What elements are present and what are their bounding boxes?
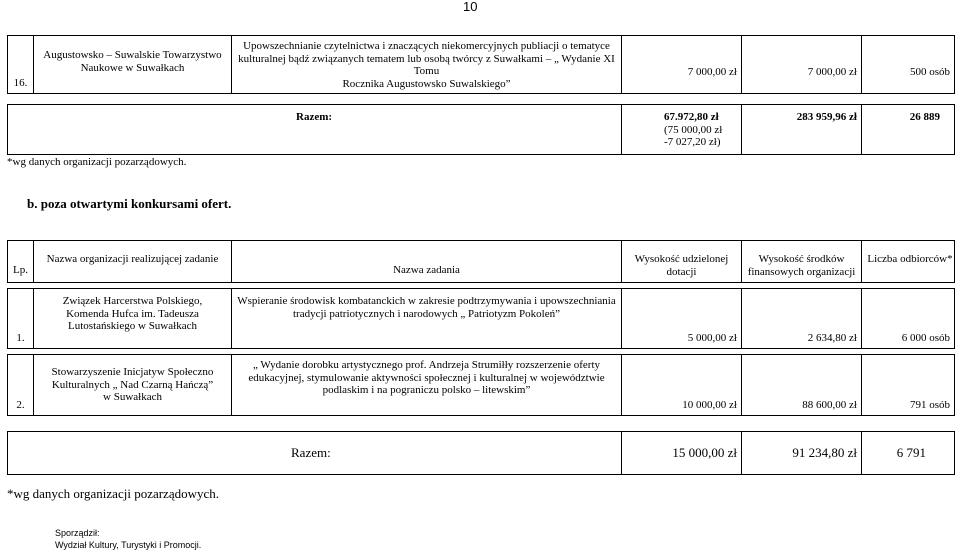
total-recipients: 26 889 xyxy=(862,105,955,155)
header-recipients: Liczba odbiorców* xyxy=(862,241,955,283)
table-row xyxy=(8,289,955,349)
total-grant-cell xyxy=(622,105,742,155)
footnote: *wg danych organizacji pozarządowych. xyxy=(7,156,187,168)
header-grant-line: dotacji xyxy=(666,265,697,278)
table-row xyxy=(8,36,955,94)
prepared-by xyxy=(55,527,201,551)
org-name-cell xyxy=(34,36,232,94)
org-line: w Suwałkach xyxy=(103,391,162,404)
header-grant xyxy=(622,241,742,283)
org-name-cell xyxy=(34,355,232,416)
task-line: Rocznika Augustowsko Suwalskiego” xyxy=(342,77,511,90)
total-grant: 15 000,00 zł xyxy=(622,432,742,475)
grants-table xyxy=(7,240,955,475)
table-row xyxy=(8,355,955,416)
prepared-by-label: Sporządził: xyxy=(55,528,100,538)
total-label-cell xyxy=(8,432,622,475)
row-lp: 16. xyxy=(8,36,34,94)
task-line: Upowszechnianie czytelnictwa i znaczących niekomercyjnych publiacji o tematyce xyxy=(243,40,610,52)
org-name-cell xyxy=(34,289,232,349)
recipients-count: 791 osób xyxy=(862,355,955,416)
total-label: Razem: xyxy=(296,111,333,123)
own-funds-amount: 2 634,80 zł xyxy=(742,289,862,349)
footnote: *wg danych organizacji pozarządowych. xyxy=(7,486,220,501)
task-line: „ Wydanie dorobku artystycznego prof. Andrzeja Strumiłły rozszerzenie oferty xyxy=(252,359,601,371)
prepared-by-dept: Wydział Kultury, Turystyki i Promocji. xyxy=(55,540,202,551)
total-row xyxy=(8,432,955,475)
total-own-funds: 283 959,96 zł xyxy=(742,105,862,155)
recipients-count: 6 000 osób xyxy=(862,289,955,349)
total-recipients: 6 791 xyxy=(862,432,955,475)
grant-amount: 5 000,00 zł xyxy=(622,289,742,349)
table1-total xyxy=(7,104,955,155)
org-line: Lutostańskiego w Suwałkach xyxy=(68,320,197,333)
own-funds-amount: 7 000,00 zł xyxy=(742,36,862,94)
row-lp: 2. xyxy=(8,355,34,416)
grant-amount: 7 000,00 zł xyxy=(622,36,742,94)
total-label-cell xyxy=(8,105,622,155)
grant-amount: 10 000,00 zł xyxy=(622,355,742,416)
table-continuation xyxy=(7,35,955,94)
org-line: Związek Harcerstwa Polskiego, xyxy=(62,295,203,307)
recipients-count: 500 osób xyxy=(862,36,955,94)
org-line: Komenda Hufca im. Tadeusza xyxy=(66,307,199,320)
total-grant-detail: (75 000,00 zł xyxy=(664,123,723,136)
task-line: edukacyjnej, stymulowanie aktywności społecznej i kulturalnej w województwie xyxy=(248,371,605,384)
own-funds-amount: 88 600,00 zł xyxy=(742,355,862,416)
task-name-cell xyxy=(232,36,622,94)
row-lp: 1. xyxy=(8,289,34,349)
section-heading: b. poza otwartymi konkursami ofert. xyxy=(27,196,232,211)
header-task: Nazwa zadania xyxy=(232,241,622,283)
header-own-line: finansowych organizacji xyxy=(747,265,856,278)
header-row xyxy=(8,241,955,283)
header-grant-line: Wysokość udzielonej xyxy=(634,253,729,265)
page-number: 10 xyxy=(463,0,478,14)
org-line: Stowarzyszenie Inicjatyw Społeczno xyxy=(51,366,214,379)
task-line: kulturalnej bądź związanych tematem lub osobą twórcy z Suwałkami – „ Wydanie XI Tomu xyxy=(238,52,615,78)
total-label: Razem: xyxy=(291,444,331,460)
total-grant-detail: -7 027,20 zł) xyxy=(664,136,721,149)
task-name-cell xyxy=(232,289,622,349)
task-name-cell xyxy=(232,355,622,416)
header-own-line: Wysokość środków xyxy=(758,253,845,265)
org-line: Augustowsko – Suwalskie Towarzystwo xyxy=(43,49,222,61)
task-line: Wspieranie środowisk kombatanckich w zakresie podtrzymywania i upowszechniania xyxy=(237,295,616,307)
org-line: Kulturalnych „ Nad Czarną Hańczą” xyxy=(51,378,214,391)
task-line: podlaskim i na pograniczu polsko – litewskim” xyxy=(322,384,531,397)
total-own-funds: 91 234,80 zł xyxy=(742,432,862,475)
task-line: tradycji patriotycznych i narodowych „ Patriotyzm Pokoleń” xyxy=(293,307,560,320)
header-own-funds xyxy=(742,241,862,283)
total-row xyxy=(8,105,955,155)
total-grant: 67.972,80 zł xyxy=(664,111,719,123)
org-line: Naukowe w Suwałkach xyxy=(80,61,185,74)
header-lp: Lp. xyxy=(8,241,34,283)
header-org: Nazwa organizacji realizującej zadanie xyxy=(34,241,232,283)
